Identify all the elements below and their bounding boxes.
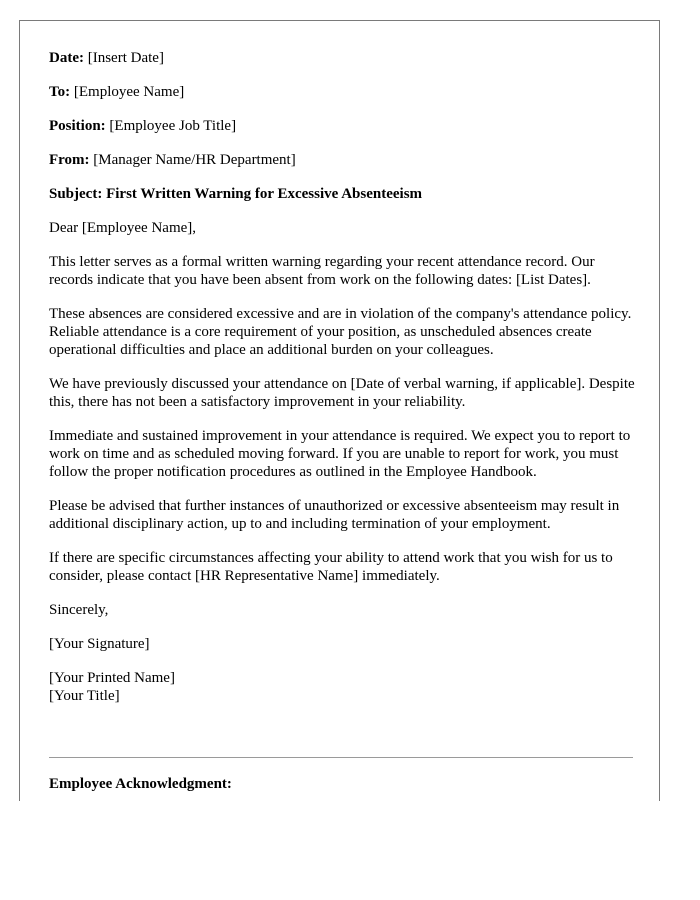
printed-name: [Your Printed Name] xyxy=(49,670,175,686)
date-line xyxy=(49,49,637,67)
position-line xyxy=(49,117,637,135)
date-label: Date: xyxy=(49,50,84,66)
signer-block xyxy=(49,669,637,705)
paragraph-attendance-record: This letter serves as a formal written warning regarding your recent attendance record. Our records indicate that you have been absent from work on the following dates: [List Dates]. xyxy=(49,254,595,288)
sign-off: Sincerely, xyxy=(49,602,109,618)
paragraph-improvement-required: Immediate and sustained improvement in your attendance is required. We expect you to report to work on time and as scheduled moving forward. If you are unable to report for work, you must follow the proper notification procedures as outlined in the Employee Handbook. xyxy=(49,428,631,480)
to-value: [Employee Name] xyxy=(73,84,185,100)
subject-text: Subject: First Written Warning for Excessive Absenteeism xyxy=(49,186,423,202)
subject-line xyxy=(49,185,637,203)
section-divider xyxy=(49,757,633,758)
paragraph-further-action: Please be advised that further instances of unauthorized or excessive absenteeism may result in additional disciplinary action, up to and including termination of your employment. xyxy=(49,498,620,532)
letter-content xyxy=(49,49,637,721)
acknowledgment-heading: Employee Acknowledgment: xyxy=(49,776,232,792)
position-value: [Employee Job Title] xyxy=(109,118,237,134)
to-line xyxy=(49,83,637,101)
paragraph-previous-discussion: We have previously discussed your attendance on [Date of verbal warning, if applicable]. Despite this, there has not been a satisfactory improvement in your reliability. xyxy=(49,376,635,410)
paragraph-policy-violation: These absences are considered excessive and are in violation of the company's attendance policy. Reliable attendance is a core requirement of your position, as unscheduled absences create operational difficulties and place an additional burden on your colleagues. xyxy=(49,306,632,358)
signer-title: [Your Title] xyxy=(49,688,120,704)
position-label: Position: xyxy=(49,118,106,134)
from-value: [Manager Name/HR Department] xyxy=(93,152,296,168)
from-label: From: xyxy=(49,152,90,168)
salutation: Dear [Employee Name], xyxy=(49,220,197,236)
signature-placeholder: [Your Signature] xyxy=(49,636,150,652)
to-label: To: xyxy=(49,84,71,100)
paragraph-contact-hr: If there are specific circumstances affecting your ability to attend work that you wish for us to consider, please contact [HR Representative Name] immediately. xyxy=(49,550,613,584)
date-value: [Insert Date] xyxy=(87,50,164,66)
letter-page xyxy=(19,20,660,801)
from-line xyxy=(49,151,637,169)
